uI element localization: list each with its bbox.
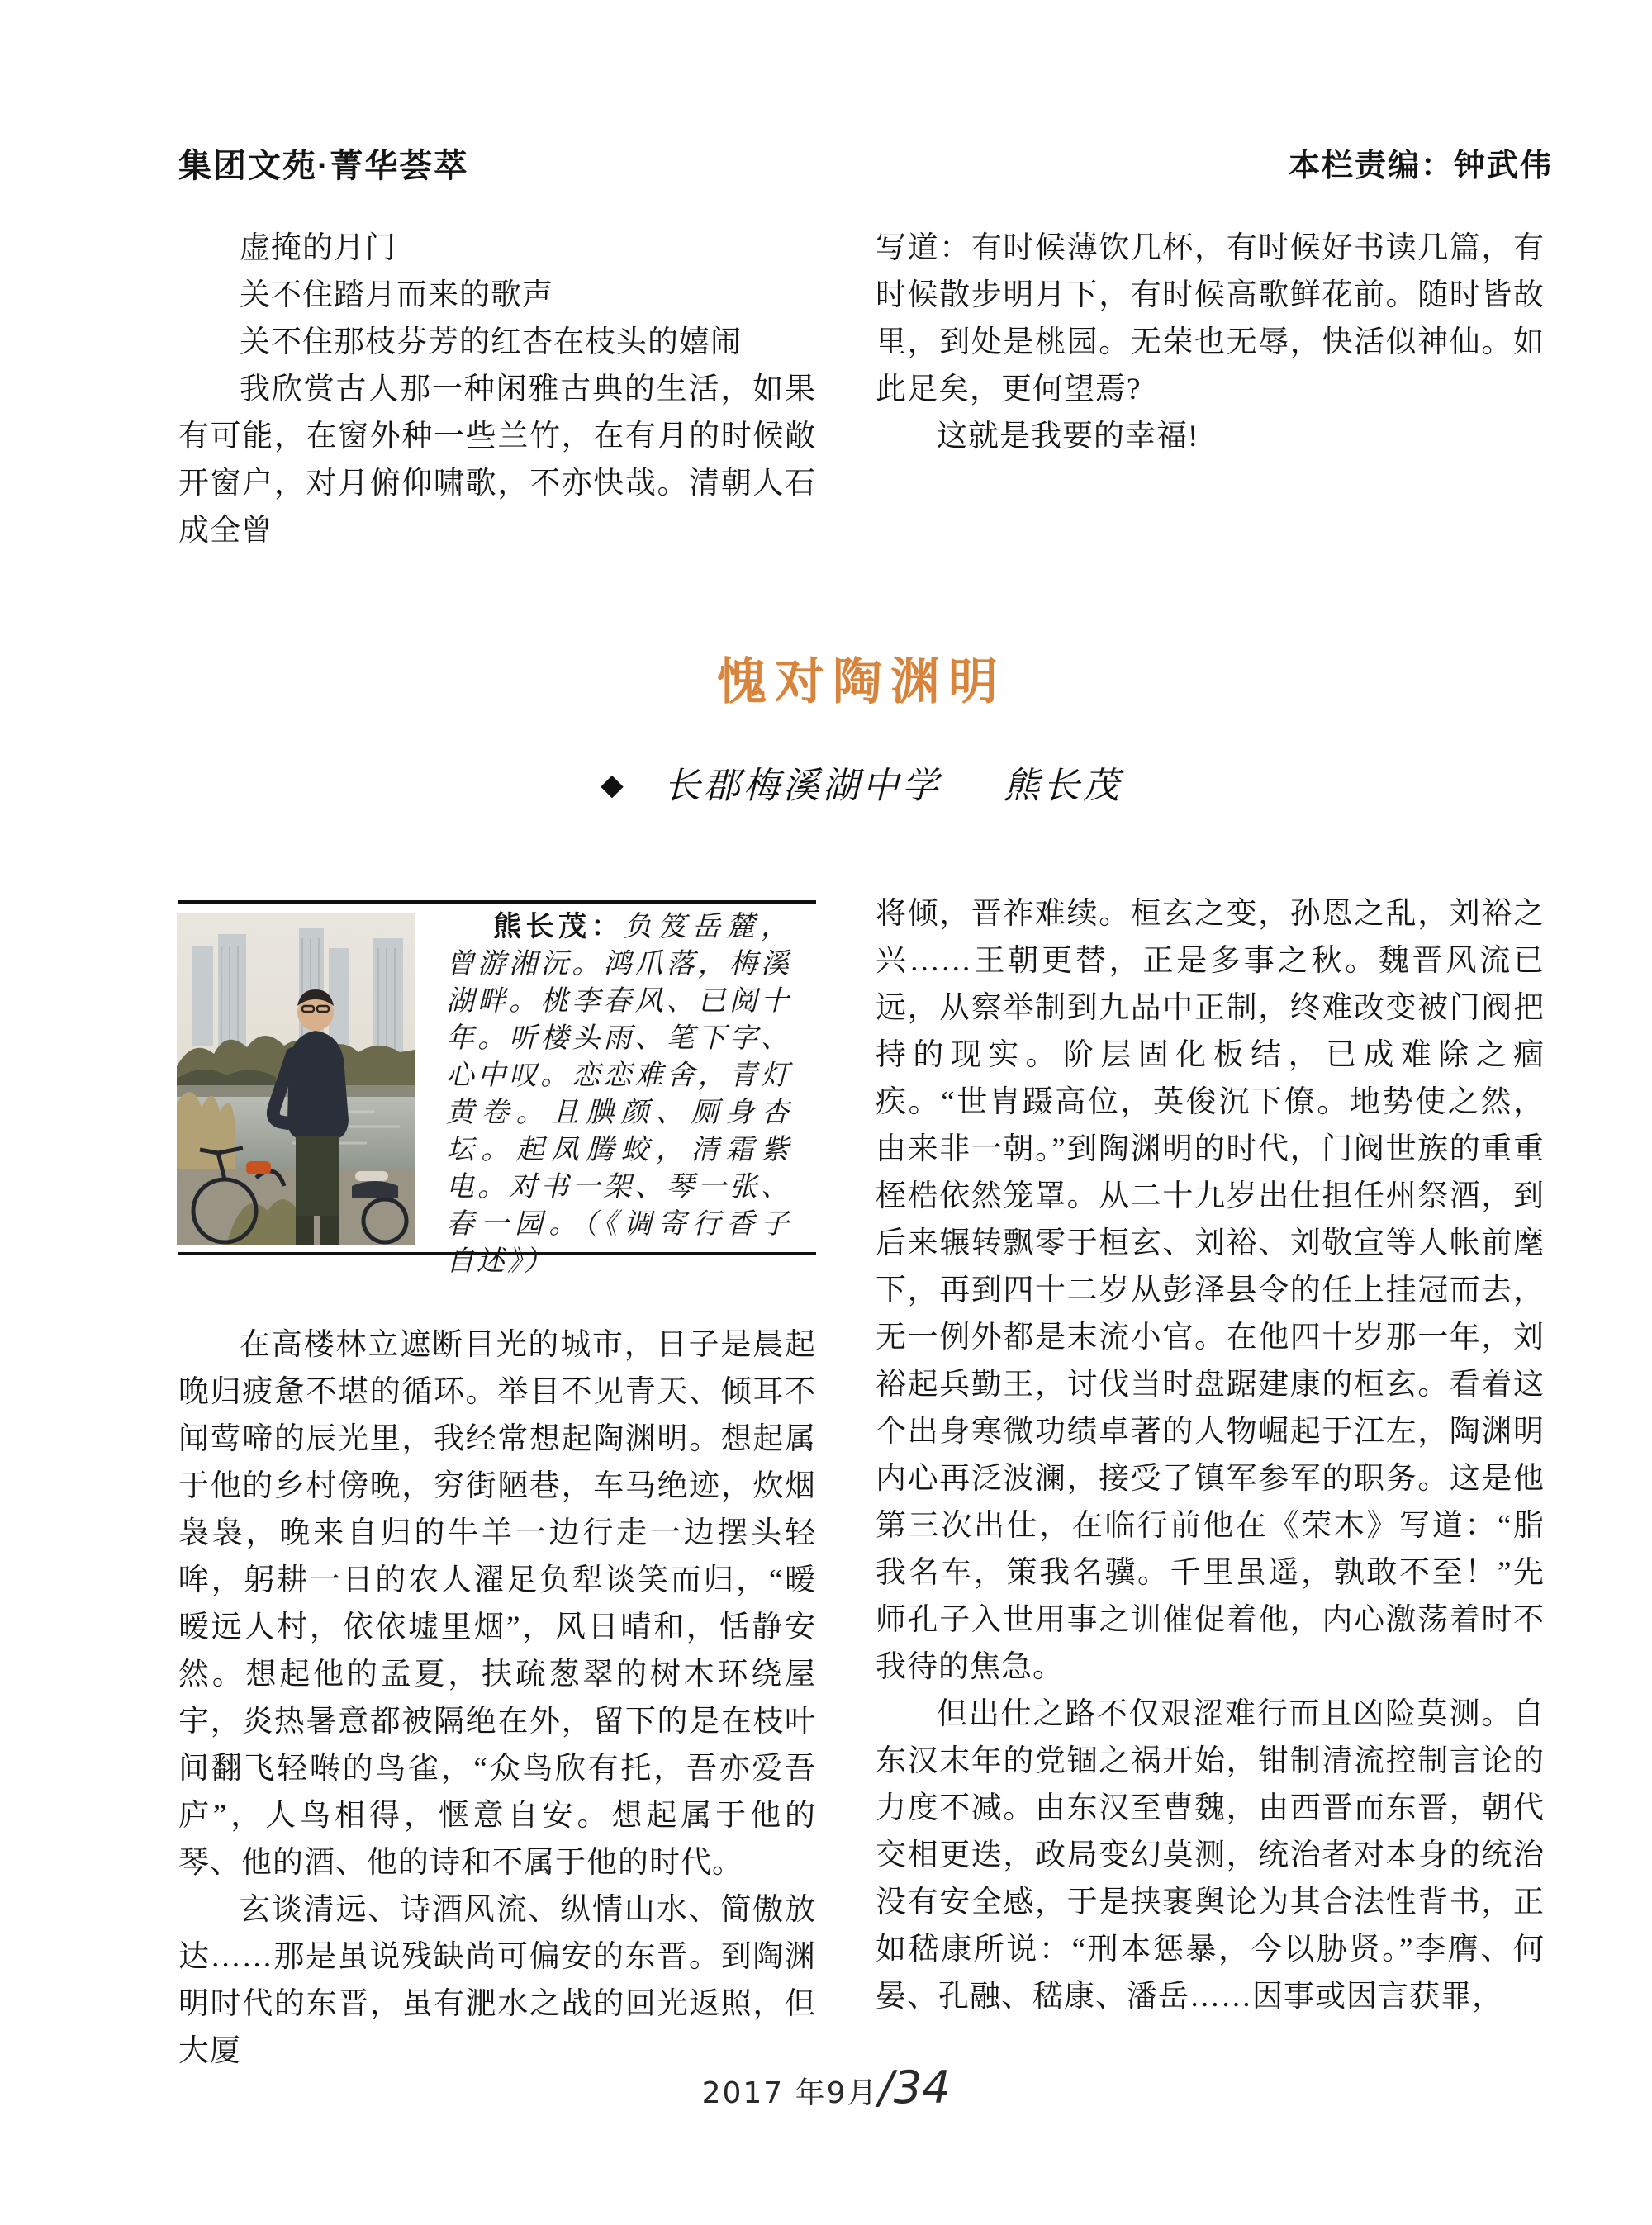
article-title: 愧对陶渊明 [717,655,1006,709]
page-footer [0,2061,1652,2114]
top-left-column [178,225,816,554]
right-paragraph-2: 但出仕之路不仅艰涩难行而且凶险莫测。自东汉末年的党锢之祸开始，钳制清流控制言论的力度不减。由东汉至曹魏，由西晋而东晋，朝代交相更迭，政局变幻莫测，统治者对本身的统治没有安全感，于是挟裹舆论为其合法性背书，正如嵇康所说：“刑本惩暴，今以胁贤。”李膺、何晏、孔融、嵇康、潘岳……因事或因言获罪， [876,1697,1545,2014]
byline-author: 熊长茂 [1003,766,1123,806]
bio-name: 熊长茂： [493,911,624,942]
author-photo [177,913,415,1245]
left-paragraph-2: 玄谈清远、诗酒风流、纵情山水、简傲放达……那是虽说残缺尚可偏安的东晋。到陶渊明时代的东晋，虽有淝水之战的回光返照，但大厦 [178,1893,816,2068]
topleft-paragraph: 我欣赏古人那一种闲雅古典的生活，如果有可能，在窗外种一些兰竹，在有月的时候敞开窗户，对月俯仰啸歌，不亦快哉。清朝人石成全曾 [178,372,816,548]
footer-page-number: /34 [878,2061,951,2114]
right-paragraph-1: 将倾，晋祚难续。桓玄之变，孙恩之乱，刘裕之兴……王朝更替，正是多事之秋。魏晋风流已远，从察举制到九品中正制，终难改变被门阀把持的现实。阶层固化板结，已成难除之痼疾。“世胄蹑高位，英俊沉下僚。地势使之然，由来非一朝。”到陶渊明的时代，门阀世族的重重桎梏依然笼罩。从二十九岁出仕担任州祭酒，到后来辗转飘零于桓玄、刘裕、刘敬宣等人帐前麾下，再到四十二岁从彭泽县令的任上挂冠而去，无一例外都是末流小官。在他四十岁那一年，刘裕起兵勤王，讨伐当时盘踞建康的桓玄。看着这个出身寒微功绩卓著的人物崛起于江左，陶渊明内心再泛波澜，接受了镇军参军的职务。这是他第三次出仕，在临行前他在《荣木》写道：“脂我名车，策我名骥。千里虽遥，孰敢不至！”先师孔子入世用事之训催促着他，内心激荡着时不我待的焦急。 [876,897,1545,1684]
bio-box-top-rule [178,900,816,904]
section-header: 集团文苑·菁华荟萃 [178,148,469,184]
body-right-column [876,890,1545,2020]
topright-paragraph-2: 这就是我要的幸福! [937,420,1199,453]
poem-line-2: 关不住踏月而来的歌声 [240,278,553,312]
footer-date: 2017 年9月 [701,2076,879,2110]
poem-line-3: 关不住那枝芬芳的红杏在枝头的嬉闹 [240,325,742,359]
topright-paragraph-continuation: 写道：有时候薄饮几杯，有时候好书读几篇，有时候散步明月下，有时候高歌鲜花前。随时皆故里，到处是桃园。无荣也无辱，快活似神仙。如此足矣，更何望焉? [876,231,1545,406]
top-right-column [876,225,1545,460]
left-paragraph-1: 在高楼林立遮断目光的城市，日子是晨起晚归疲惫不堪的循环。举目不见青天、倾耳不闻莺啼的辰光里，我经常想起陶渊明。想起属于他的乡村傍晚，穷街陋巷，车马绝迹，炊烟袅袅，晚来自归的牛羊一边行走一边摆头轻哞，躬耕一日的农人濯足负犁谈笑而归，“暧暧远人村，依依墟里烟”，风日晴和，恬静安然。想起他的孟夏，扶疏葱翠的树木环绕屋宇，炎热暑意都被隔绝在外，留下的是在枝叶间翻飞轻啭的鸟雀，“众鸟欣有托，吾亦爱吾庐”，人鸟相得，惬意自安。想起属于他的琴、他的酒、他的诗和不属于他的时代。 [178,1328,816,1880]
editor-credit: 本栏责编：钟武伟 [1288,149,1553,183]
body-left-column [178,1321,816,2075]
bio-text: 负笈岳麓，曾游湘沅。鸿爪落，梅溪湖畔。桃李春风、已阅十年。听楼头雨、笔下字、心中叹。恋恋难舍，青灯黄卷。且腆颜、厕身杏坛。起凤腾蛟，清霜紫电。对书一架、琴一张、春一园。（《调寄行香子 自述》） [446,912,822,1277]
diamond-bullet-icon: ◆ [601,768,624,801]
author-bio [446,909,822,1280]
article-byline [178,756,1545,809]
byline-school: 长郡梅溪湖中学 [663,766,942,806]
poem-line-1: 虚掩的月门 [240,231,396,265]
